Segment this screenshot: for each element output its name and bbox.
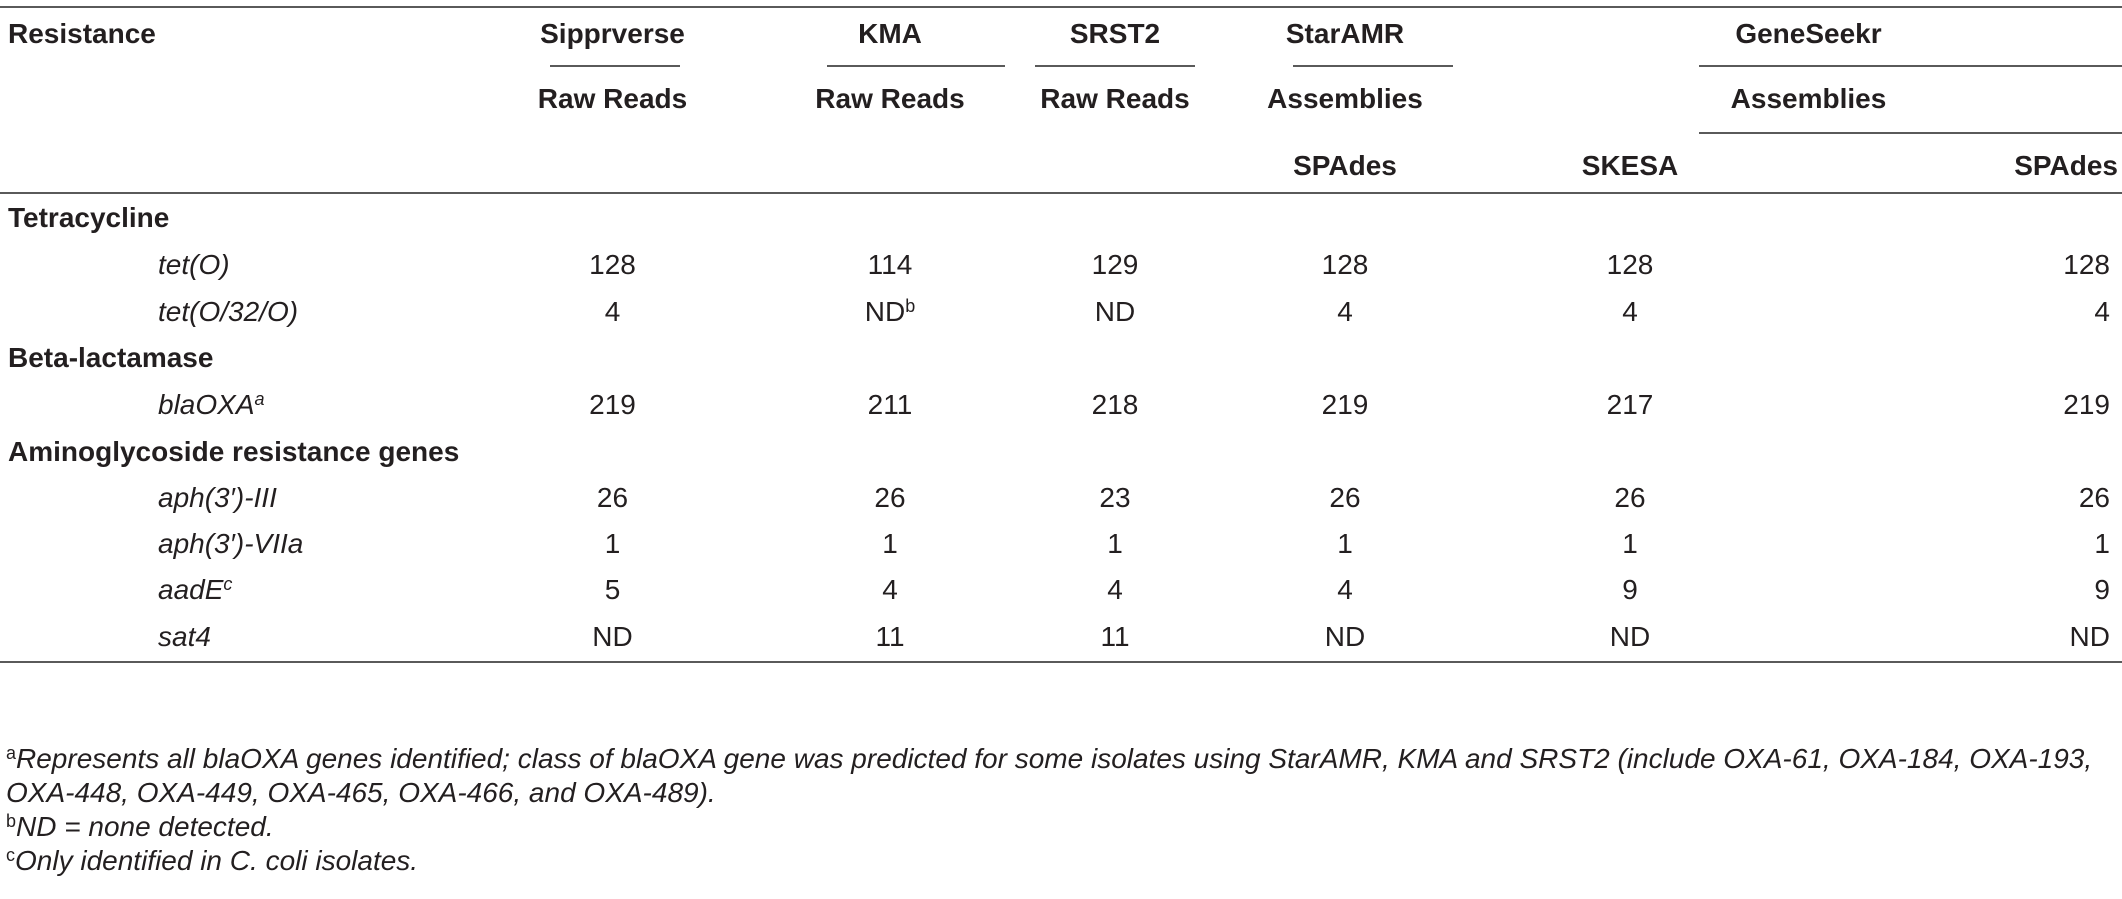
cell-srst2: 4 (1107, 574, 1123, 605)
gene-name: aadE$^c$ (158, 574, 233, 605)
cell-skesa: 128 (1606, 249, 1654, 280)
cell-skesa: 1 (1622, 528, 1638, 559)
cell-sipprverse: 1 (604, 528, 621, 559)
cell-sipprverse: 219 (589, 389, 636, 420)
table-row (0, 289, 2122, 335)
tool-header-sipprverse: Sipprverse (540, 18, 685, 49)
cell-srst2: 11 (1100, 621, 1130, 652)
cell-staramr: 1 (1337, 528, 1353, 559)
table-footnotes (6, 742, 2118, 878)
input-header-geneseekr: Assemblies (1730, 83, 1887, 114)
srst2-underline (1035, 65, 1195, 67)
cell-spades: 26 (2078, 482, 2110, 513)
section-title: Aminoglycoside resistance genes (8, 436, 460, 467)
resistance-table (0, 6, 2122, 663)
geneseekr-assemblies-underline (1699, 132, 2122, 134)
input-header-sipprverse: Raw Reads (537, 83, 688, 114)
table-row (0, 521, 2122, 567)
cell-sipprverse: 4 (604, 296, 621, 327)
tool-header-srst2: SRST2 (1069, 18, 1161, 49)
cell-skesa: 4 (1622, 296, 1638, 327)
cell-spades: 4 (2094, 296, 2110, 327)
cell-kma: 26 (874, 482, 906, 513)
gene-name: aph(3′)-VIIa (158, 528, 304, 559)
cell-spades: 128 (2063, 249, 2110, 280)
cell-srst2: 23 (1099, 482, 1131, 513)
tool-underline-row (0, 60, 2122, 72)
header-assembler-row (0, 140, 2122, 192)
cell-kma: 1 (882, 528, 898, 559)
table-row (0, 241, 2122, 289)
cell-srst2: 1 (1107, 528, 1123, 559)
cell-srst2: 218 (1091, 389, 1139, 420)
cell-srst2: 129 (1091, 249, 1139, 280)
cell-sipprverse: 5 (604, 574, 621, 605)
table-row (0, 381, 2122, 429)
section-row (0, 429, 2122, 475)
cell-spades: 1 (2094, 528, 2110, 559)
tool-header-geneseekr: GeneSeekr (1735, 18, 1882, 49)
cell-skesa: ND (1609, 621, 1651, 652)
section-row (0, 335, 2122, 381)
cell-staramr: 4 (1337, 296, 1353, 327)
cell-sipprverse: 128 (589, 249, 636, 280)
table-row (0, 567, 2122, 613)
resistance-header: Resistance (8, 18, 156, 49)
table-row (0, 613, 2122, 661)
footnote-a: $^a$Represents all blaOXA genes identified; class of blaOXA gene was predicted for some isolates using StarAMR, KMA and SRST2 (include OXA-61, OXA-184, OXA-193, OXA-448, OXA-449, OXA-465, OXA-466, and OXA-489). (6, 743, 2093, 808)
footnote-b: $^b$ND = none detected. (6, 811, 274, 842)
gene-name: sat4 (158, 621, 211, 652)
tool-header-staramr: StarAMR (1285, 18, 1405, 49)
assembler-header-skesa: SKESA (1581, 150, 1679, 181)
cell-staramr: 128 (1321, 249, 1369, 280)
footnote-mark-b: b (905, 296, 916, 316)
footnote-mark-a: a (254, 389, 265, 409)
geneseekr-underline (1699, 65, 2122, 67)
gene-name: tet(O/32/O) (158, 296, 299, 327)
cell-skesa: 9 (1622, 574, 1638, 605)
cell-srst2: ND (1094, 296, 1136, 327)
staramr-underline (1293, 65, 1453, 67)
cell-kma: $ND^b$ (864, 296, 916, 327)
cell-kma: 4 (882, 574, 898, 605)
assemblies-underline-row (0, 126, 2122, 140)
cell-kma: 211 (867, 389, 913, 420)
cell-spades: 9 (2094, 574, 2110, 605)
bottom-rule (0, 661, 2122, 662)
footnote-mark-c: c (223, 574, 233, 594)
assembler-header-staramr: SPAdes (1293, 150, 1397, 181)
cell-sipprverse: 26 (596, 482, 629, 513)
input-header-kma: Raw Reads (815, 83, 965, 114)
input-header-staramr: Assemblies (1267, 83, 1423, 114)
cell-staramr: ND (1324, 621, 1366, 652)
cell-staramr: 4 (1337, 574, 1353, 605)
gene-name: tet(O) (158, 249, 230, 280)
table-row (0, 475, 2122, 521)
kma-underline (827, 65, 1005, 67)
input-header-srst2: Raw Reads (1040, 83, 1190, 114)
cell-staramr: 219 (1321, 389, 1369, 420)
header-tools-row (0, 8, 2122, 60)
header-input-row (0, 72, 2122, 126)
assembler-header-spades: SPAdes (2014, 150, 2118, 181)
cell-skesa: 217 (1606, 389, 1654, 420)
section-title: Beta-lactamase (8, 342, 214, 373)
gene-name: blaOXA$^a$ (158, 389, 265, 420)
cell-staramr: 26 (1329, 482, 1361, 513)
section-title: Tetracycline (8, 201, 170, 233)
cell-kma: 114 (867, 249, 913, 280)
cell-skesa: 26 (1614, 482, 1646, 513)
footnote-c: $^c$Only identified in C. coli isolates. (6, 845, 419, 876)
cell-spades: ND (2069, 621, 2110, 652)
cell-spades: 219 (2063, 389, 2110, 420)
gene-name: aph(3′)-III (158, 482, 277, 513)
cell-kma: 11 (875, 621, 905, 652)
tool-header-kma: KMA (858, 18, 922, 49)
sipprverse-underline (550, 65, 680, 67)
cell-sipprverse: ND (592, 621, 633, 652)
section-row (0, 193, 2122, 241)
